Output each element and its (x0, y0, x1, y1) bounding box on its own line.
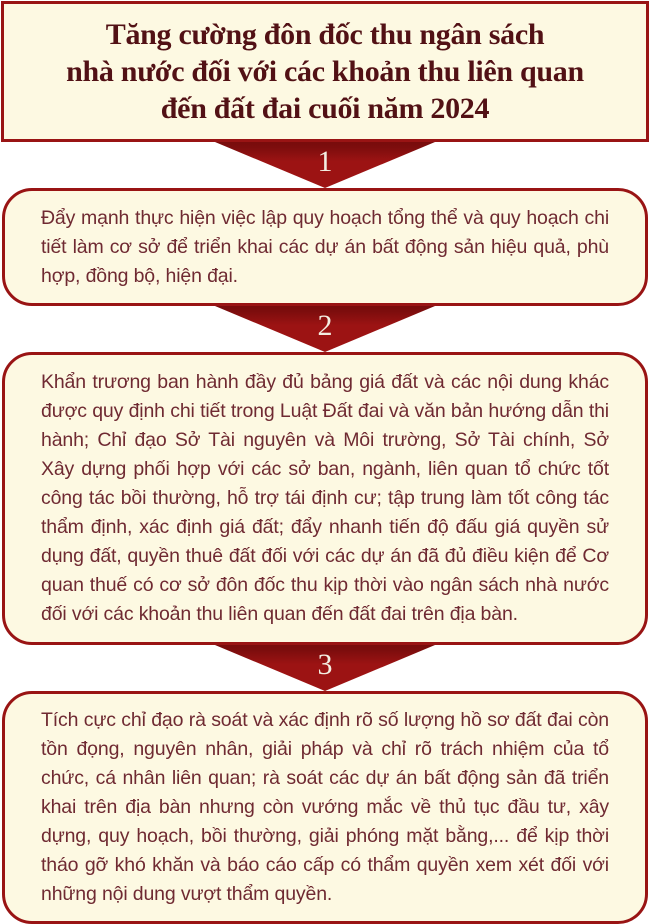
step-text-2: Khẩn trương ban hành đầy đủ bảng giá đất và các nội dung khác được quy định chi tiết trong Luật Đất đai và văn bản hướng dẫn thi hành; Chỉ đạo Sở Tài nguyên và Môi trường, Sở Tài chính, Sở Xây dựng phối hợp với các sở ban, ngành, liên quan tổ chức tốt công tác bồi thường, hỗ trợ tái định cư; tập trung làm tốt công tác thẩm định, xác định giá đất; đẩy nhanh tiến độ đấu giá quyền sử dụng đất, quyền thuê đất đối với các dự án đã đủ điều kiện để Cơ quan thuế có cơ sở đôn đốc thu kịp thời vào ngân sách nhà nước đối với các khoản thu liên quan đến đất đai trên địa bàn. (41, 371, 609, 625)
step-number-2: 2 (317, 309, 333, 342)
step-arrow-2 (0, 306, 650, 352)
step-text-1: Đẩy mạnh thực hiện việc lập quy hoạch tổng thể và quy hoạch chi tiết làm cơ sở để triển khai các dự án bất động sản hiệu quả, phù hợp, đồng bộ, hiện đại. (41, 206, 609, 287)
step-arrow-3 (0, 645, 650, 691)
step-number-1: 1 (317, 145, 333, 178)
page-title-line-2: nhà nước đối với các khoản thu liên quan (66, 55, 584, 88)
step-number-3: 3 (317, 648, 333, 681)
step-box-2 (2, 352, 648, 645)
page-title-line-3: đến đất đai cuối năm 2024 (160, 92, 490, 125)
step-box-3 (2, 691, 648, 924)
step-arrow-1 (0, 142, 650, 188)
page-title-line-1: Tăng cường đôn đốc thu ngân sách (105, 18, 545, 51)
title-box (1, 1, 649, 142)
step-box-1 (2, 188, 648, 306)
step-text-3: Tích cực chỉ đạo rà soát và xác định rõ số lượng hồ sơ đất đai còn tồn đọng, nguyên nhân, giải pháp và chỉ rõ trách nhiệm của tổ chức, cá nhân liên quan; rà soát các dự án bất động sản đã triển khai trên địa bàn nhưng còn vướng mắc về thủ tục đầu tư, xây dựng, quy hoạch, bồi thường, giải phóng mặt bằng,... để kịp thời tháo gỡ khó khăn và báo cáo cấp có thẩm quyền xem xét đối với những nội dung vượt thẩm quyền. (41, 709, 609, 905)
